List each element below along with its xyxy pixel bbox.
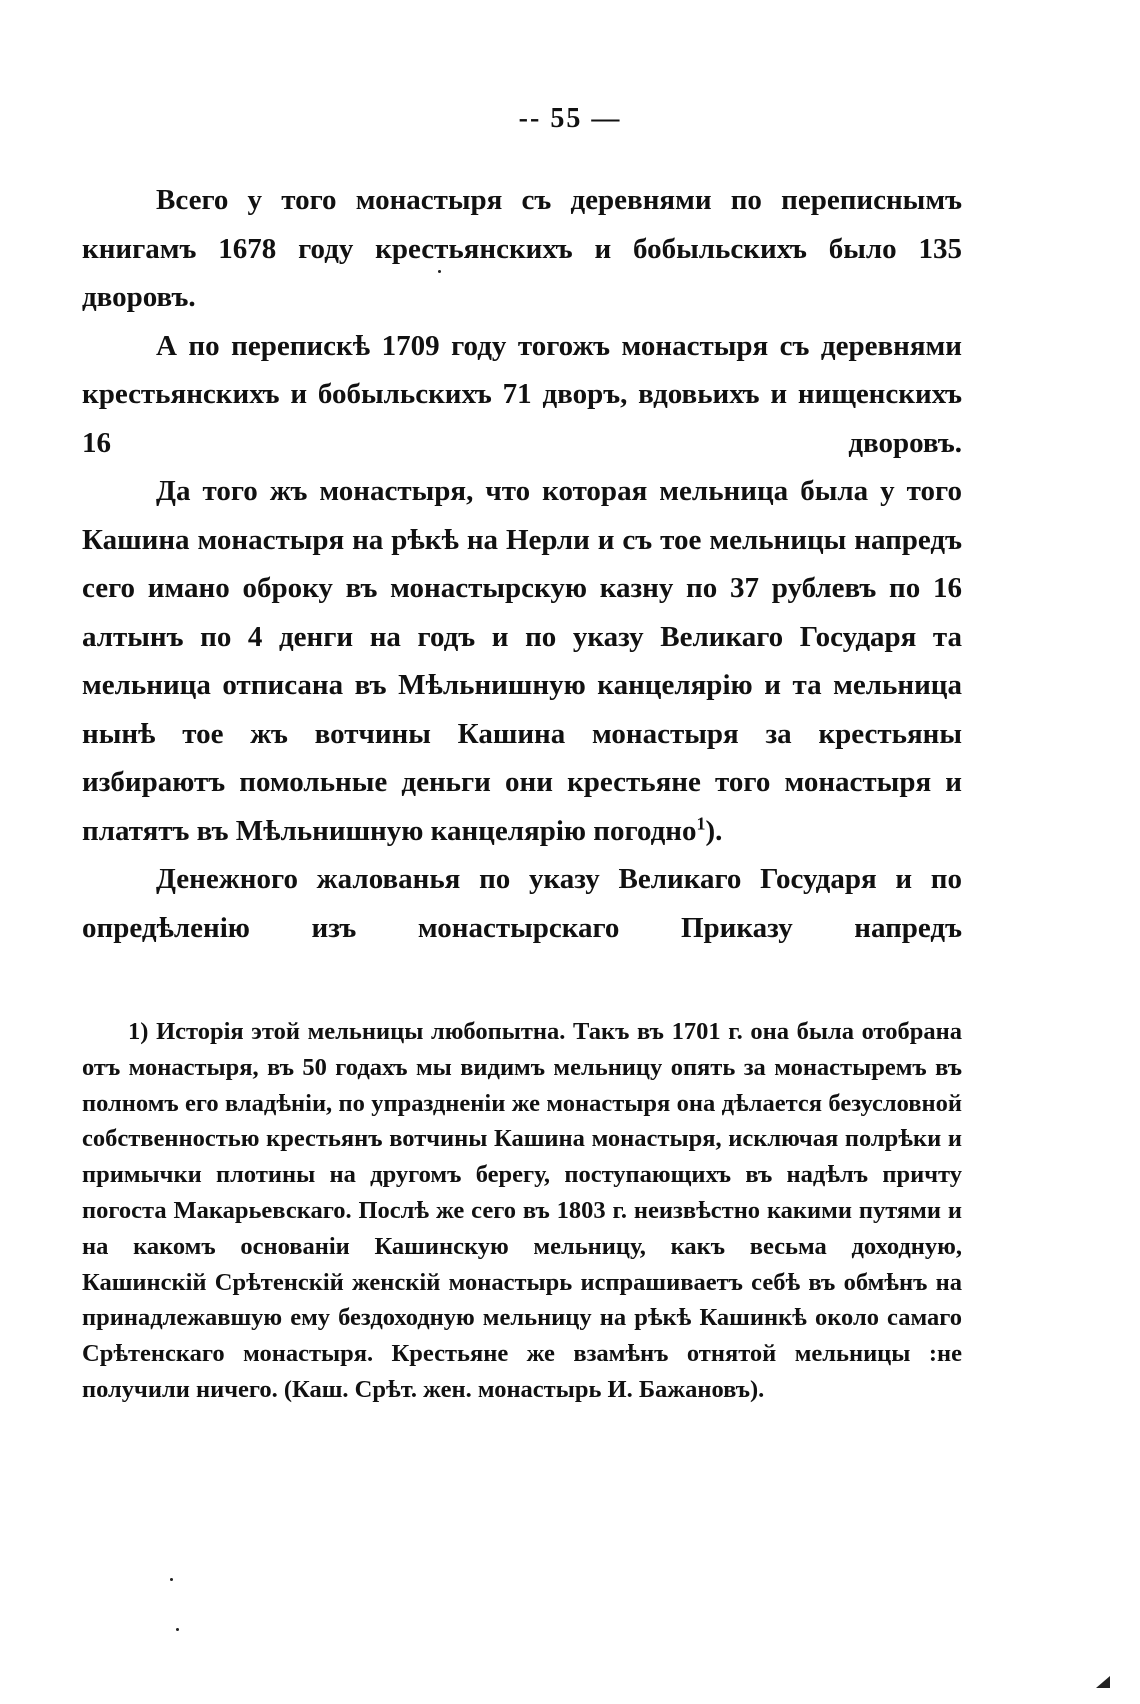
- page-number: -- 55 —: [518, 103, 622, 134]
- paragraph-3: [82, 467, 962, 855]
- paragraph-1: Всего у того монастыря съ деревнями по переписнымъ книгамъ 1678 году крестьянскихъ и бобыльскихъ было 135 дворовъ.: [82, 184, 962, 313]
- footnote-marker: [128, 1018, 148, 1045]
- footnote-marker-number: 1: [128, 1018, 141, 1045]
- footnote-marker-paren: ): [140, 1018, 149, 1045]
- main-text: [82, 176, 962, 952]
- footnote-text: Исторія этой мельницы любопытна. Такъ въ 1701 г. она была отобрана отъ монастыря, въ 50 годахъ мы видимъ мельницу опять за монастыремъ въ полномъ его владѣніи, по упраздненіи же монастыря она дѣлается безусловной собственностью крестьянъ вотчины Кашина монастыря, исключая полрѣки и примычки плотины на другомъ берегу, поступающихъ въ надѣлъ причту погоста Макарьевскаго. Послѣ же сего въ 1803 г. неизвѣстно какими путями и на какомъ основаніи Кашинскую мельницу, какъ весьма доходную, Кашинскій Срѣтенскій женскій монастырь испрашиваетъ себѣ въ обмѣнъ на принадлежавшую ему бездоходную мельницу на рѣкѣ Кашинкѣ около самаго Срѣтенскаго монастыря. Крестьяне же взамѣнъ отнятой мельницы :не получили ничего. (Каш. Срѣт. жен. монастырь И. Бажановъ).: [82, 1018, 962, 1403]
- footnote-1: [82, 1014, 962, 1408]
- scan-speck: [170, 1578, 173, 1581]
- paragraph-3-text: Да того жъ монастыря, что которая мельница была у того Кашина монастыря на рѣкѣ на Нерли и съ тое мельницы напредъ сего имано оброку въ монастырскую казну по 37 рублевъ по 16 алтынъ по 4 денги на годъ и по указу Великаго Государя та мельница отписана въ Мѣльнишную канцелярію и та мельница нынѣ тое жъ вотчины Кашина монастыря за крестьяны избираютъ помольные деньги они крестьяне того монастыря и платятъ въ Мѣльнишную канцелярію погодно: [82, 475, 962, 847]
- scan-speck: [438, 270, 441, 273]
- footnotes: [82, 1014, 962, 1408]
- paragraph-4: Денежного жалованья по указу Великаго Государя и по опредѣленію изъ монастырскаго Приказу напредъ: [82, 863, 962, 944]
- scan-speck: [176, 1628, 179, 1631]
- footnote-reference-tail: ).: [705, 814, 723, 847]
- paragraph-2: А по перепискѣ 1709 году тогожъ монастыря съ деревнями крестьянскихъ и бобыльскихъ 71 дворъ, вдовьихъ и нищенскихъ 16 дворовъ.: [82, 329, 962, 459]
- scan-corner-mark: [1096, 1676, 1110, 1688]
- footnote-reference[interactable]: 1: [696, 812, 706, 833]
